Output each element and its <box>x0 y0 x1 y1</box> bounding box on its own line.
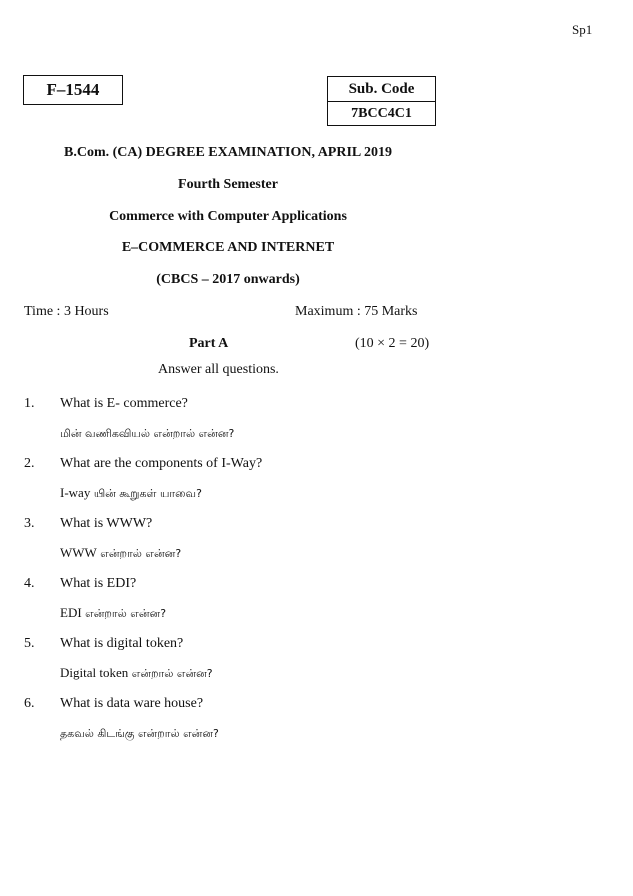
question-translation <box>60 426 234 442</box>
question-text: What is data ware house? <box>60 696 204 711</box>
question-text: What is E- commerce? <box>60 396 188 411</box>
translation-text: என்றால் என்ன? <box>128 667 213 680</box>
question-number: 2. <box>24 456 35 471</box>
part-title: Part A <box>189 336 229 351</box>
translation-text: என்றால் என்ன? <box>96 547 182 560</box>
question-translation <box>60 545 181 562</box>
question-number: 4. <box>24 576 35 591</box>
question-text: What is EDI? <box>60 576 137 591</box>
question-number: 1. <box>24 396 35 411</box>
translation-prefix: Digital token <box>60 665 129 680</box>
question-text: What is digital token? <box>60 636 184 651</box>
translation-text: தகவல் கிடங்கு என்றால் என்ன? <box>60 727 219 740</box>
question-number: 5. <box>24 636 35 651</box>
question-translation <box>60 726 219 742</box>
question-translation <box>60 485 202 502</box>
max-marks: Maximum : 75 Marks <box>295 304 418 319</box>
question-translation <box>60 665 213 682</box>
set-label: Sp1 <box>572 22 593 37</box>
part-instruction: Answer all questions. <box>158 362 279 377</box>
translation-prefix: WWW <box>60 545 97 560</box>
question-text: What is WWW? <box>60 516 153 531</box>
scheme-title: (CBCS – 2017 onwards) <box>156 272 300 287</box>
part-marks: (10 × 2 = 20) <box>355 336 430 351</box>
sub-code-box <box>327 76 436 126</box>
translation-prefix: EDI <box>60 605 82 620</box>
translation-text: மின் வணிகவியல் என்றால் என்ன? <box>60 427 235 440</box>
question-translation <box>60 605 166 622</box>
question-text: What are the components of I-Way? <box>60 456 263 471</box>
semester-title: Fourth Semester <box>178 177 278 192</box>
time-allowed: Time : 3 Hours <box>24 304 109 319</box>
translation-text: என்றால் என்ன? <box>81 607 167 620</box>
translation-prefix: I-way <box>60 485 91 500</box>
exam-title: B.Com. (CA) DEGREE EXAMINATION, APRIL 2019 <box>64 145 392 160</box>
paper-code-box: F–1544 <box>23 75 123 105</box>
sub-code-value: 7BCC4C1 <box>351 105 412 121</box>
programme-title: Commerce with Computer Applications <box>109 209 347 224</box>
translation-text: யின் கூறுகள் யாவை? <box>90 487 202 500</box>
course-title: E–COMMERCE AND INTERNET <box>121 240 335 255</box>
sub-code-label: Sub. Code <box>328 77 435 102</box>
question-number: 3. <box>24 516 35 531</box>
question-number: 6. <box>24 696 35 711</box>
